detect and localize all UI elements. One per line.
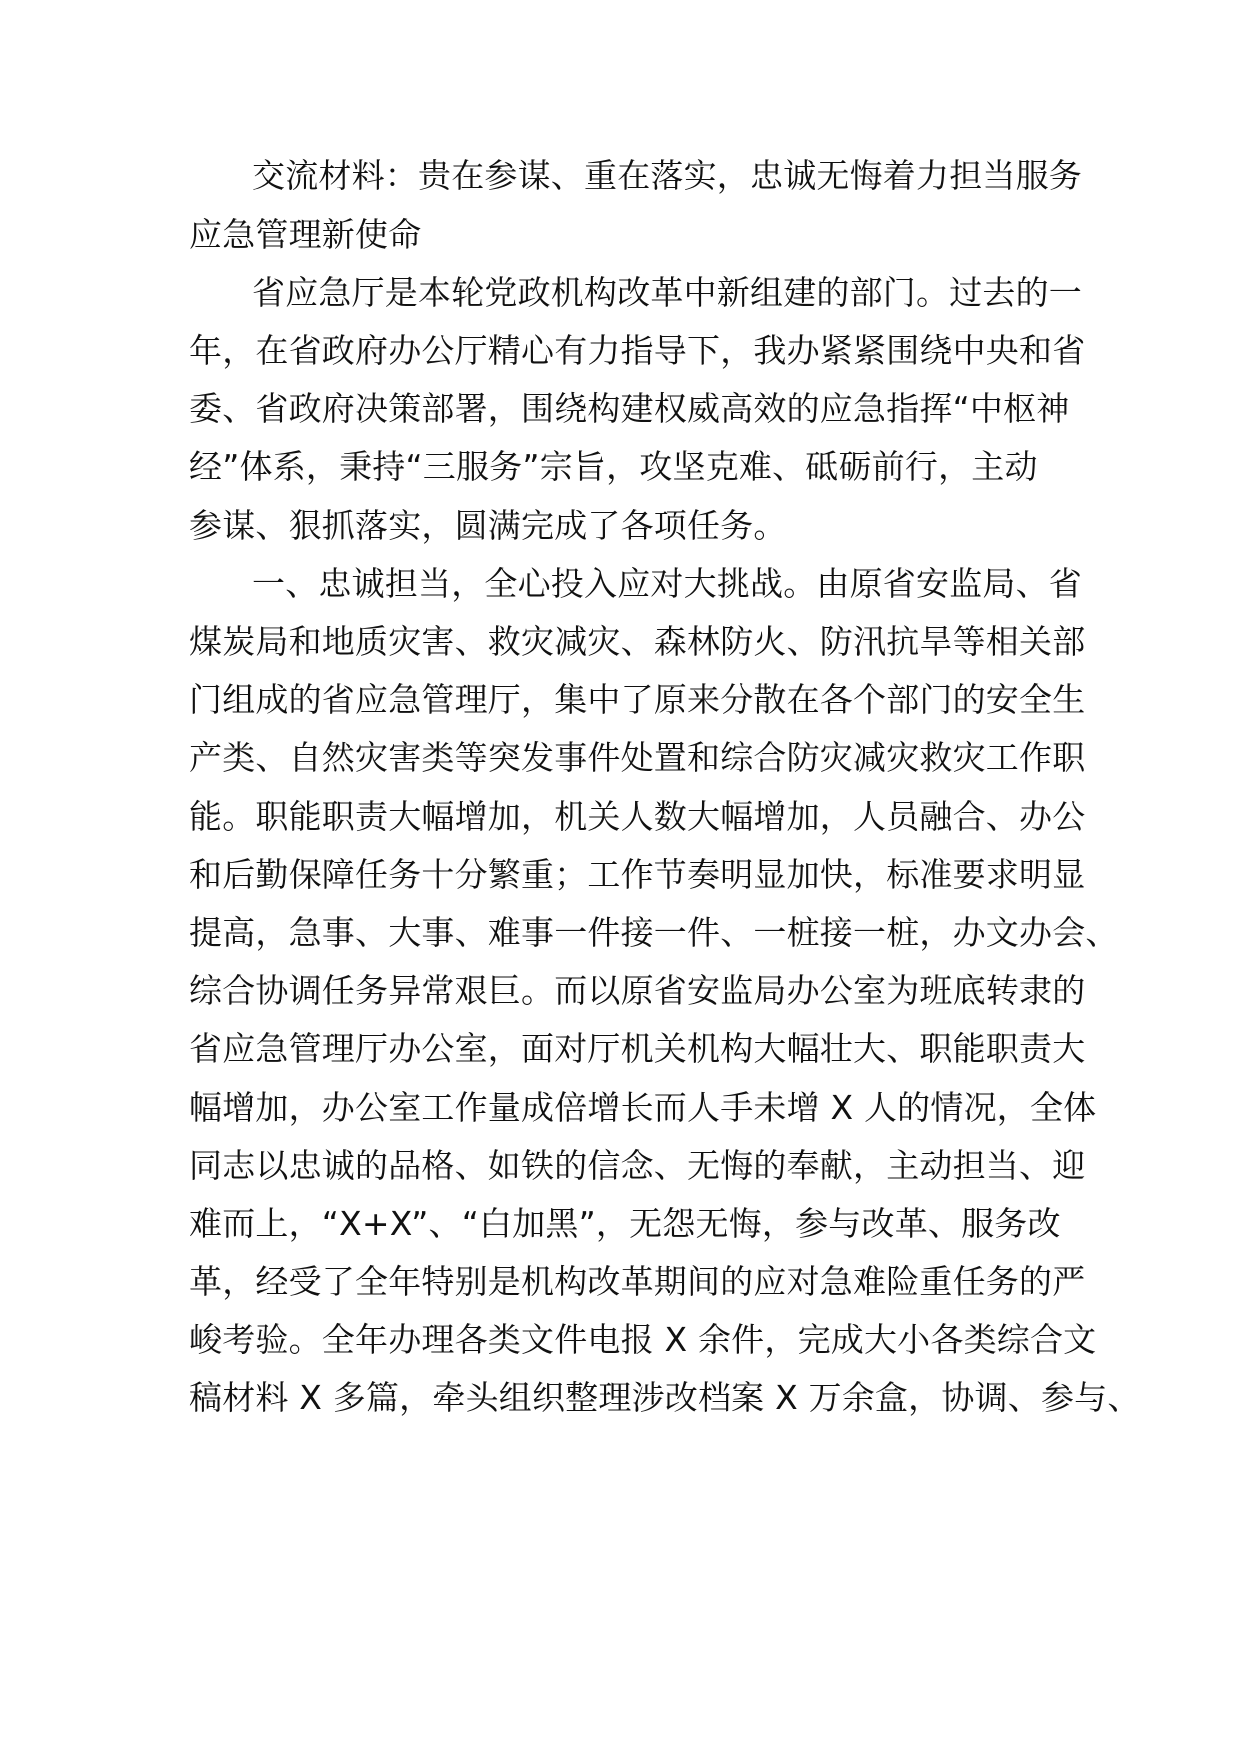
paragraph2-line-6: 和后勤保障任务十分繁重；工作节奏明显加快，标准要求明显 <box>189 855 1086 894</box>
paragraph1-line-2: 年，在省政府办公厅精心有力指导下，我办紧紧围绕中央和省 <box>189 331 1086 370</box>
paragraph1-line-3: 委、省政府决策部署，围绕构建权威高效的应急指挥“中枢神 <box>189 389 1070 428</box>
paragraph2-line-9: 省应急管理厅办公室，面对厅机关机构大幅壮大、职能职责大 <box>189 1029 1086 1068</box>
paragraph2-line-15: 稿材料 X 多篇，牵头组织整理涉改档案 X 万余盒，协调、参与、 <box>189 1378 1141 1417</box>
paragraph1-line-4: 经”体系，秉持“三服务”宗旨，攻坚克难、砥砺前行，主动 <box>189 447 1038 486</box>
paragraph1-line-1: 省应急厅是本轮党政机构改革中新组建的部门。过去的一 <box>252 273 1082 312</box>
paragraph2-line-4: 产类、自然灾害类等突发事件处置和综合防灾减灾救灾工作职 <box>189 738 1086 777</box>
paragraph2-line-1: 一、忠诚担当，全心投入应对大挑战。由原省安监局、省 <box>252 564 1082 603</box>
title-line-1: 交流材料：贵在参谋、重在落实，忠诚无悔着力担当服务 <box>252 156 1082 195</box>
paragraph1-line-5: 参谋、狠抓落实，圆满完成了各项任务。 <box>189 506 787 545</box>
paragraph2-line-12: 难而上，“X+X”、“白加黑”，无怨无悔，参与改革、服务改 <box>189 1204 1061 1243</box>
paragraph2-line-2: 煤炭局和地质灾害、救灾减灾、森林防火、防汛抗旱等相关部 <box>189 622 1086 661</box>
paragraph2-line-10: 幅增加，办公室工作量成倍增长而人手未增 X 人的情况，全体 <box>189 1088 1097 1127</box>
paragraph2-line-8: 综合协调任务异常艰巨。而以原省安监局办公室为班底转隶的 <box>189 971 1086 1010</box>
paragraph2-line-7: 提高，急事、大事、难事一件接一件、一桩接一桩，办文办会、 <box>189 913 1119 952</box>
paragraph2-line-3: 门组成的省应急管理厅，集中了原来分散在各个部门的安全生 <box>189 680 1086 719</box>
title-line-2: 应急管理新使命 <box>189 215 422 254</box>
paragraph2-line-13: 革，经受了全年特别是机构改革期间的应对急难险重任务的严 <box>189 1262 1086 1301</box>
paragraph2-line-5: 能。职能职责大幅增加，机关人数大幅增加，人员融合、办公 <box>189 797 1086 836</box>
paragraph2-line-14: 峻考验。全年办理各类文件电报 X 余件，完成大小各类综合文 <box>189 1320 1097 1359</box>
paragraph2-line-11: 同志以忠诚的品格、如铁的信念、无悔的奉献，主动担当、迎 <box>189 1146 1086 1185</box>
